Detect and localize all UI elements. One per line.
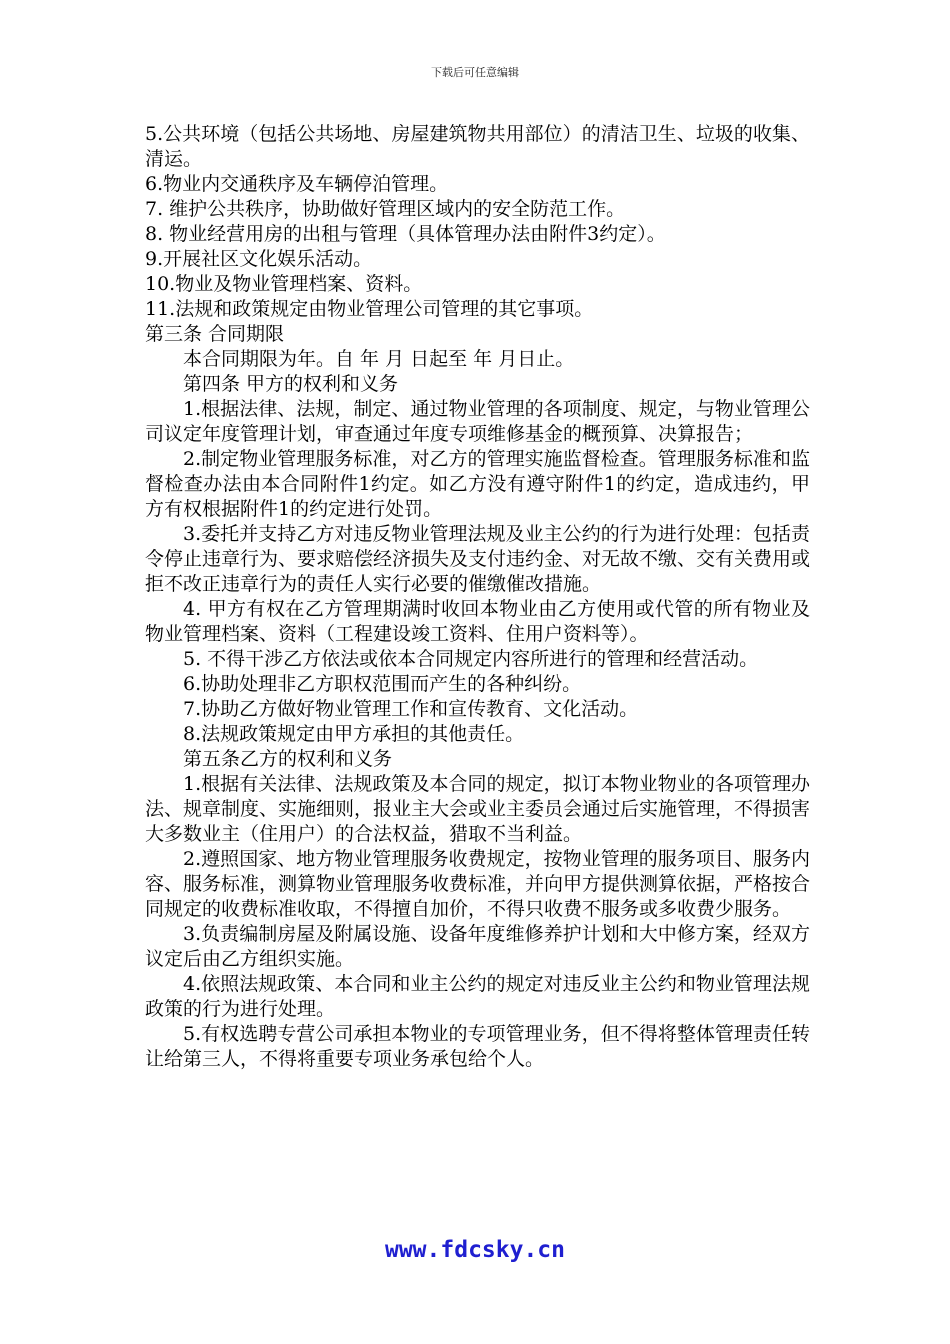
- paragraph: 11.法规和政策规定由物业管理公司管理的其它事项。: [145, 298, 594, 320]
- paragraph: 4.依照法规政策、本合同和业主公约的规定对违反业主公约和物业管理法规政策的行为进行处理。: [145, 973, 810, 1020]
- paragraph: 6.物业内交通秩序及车辆停泊管理。: [145, 173, 449, 195]
- paragraph: 9.开展社区文化娱乐活动。: [145, 248, 373, 270]
- paragraph: 3.委托并支持乙方对违反物业管理法规及业主公约的行为进行处理：包括责令停止违章行为、要求赔偿经济损失及支付违约金、对无故不缴、交有关费用或拒不改正违章行为的责任人实行必要的催缴催改措施。: [145, 523, 811, 595]
- paragraph: 3.负责编制房屋及附属设施、设备年度维修养护计划和大中修方案，经双方议定后由乙方组织实施。: [145, 923, 810, 970]
- paragraph: 5. 不得干涉乙方依法或依本合同规定内容所进行的管理和经营活动。: [183, 648, 759, 670]
- footer-website-link[interactable]: www.fdcsky.cn: [384, 1237, 565, 1263]
- paragraph: 8. 物业经营用房的出租与管理（具体管理办法由附件3约定）。: [145, 223, 666, 245]
- header-note: 下载后可任意编辑: [431, 66, 519, 79]
- document-body: [145, 122, 810, 1072]
- paragraph: 4. 甲方有权在乙方管理期满时收回本物业由乙方使用或代管的所有物业及物业管理档案、资料（工程建设竣工资料、住用户资料等）。: [145, 598, 810, 645]
- section-heading: 第三条 合同期限: [145, 323, 285, 345]
- paragraph: 5.有权选聘专营公司承担本物业的专项管理业务，但不得将整体管理责任转让给第三人，不得将重要专项业务承包给个人。: [145, 1023, 810, 1070]
- paragraph: 7. 维护公共秩序，协助做好管理区域内的安全防范工作。: [145, 198, 626, 220]
- paragraph: 10.物业及物业管理档案、资料。: [145, 273, 423, 295]
- paragraph: 2.遵照国家、地方物业管理服务收费规定，按物业管理的服务项目、服务内容、服务标准，测算物业管理服务收费标准，并向甲方提供测算依据，严格按合同规定的收费标准收取，不得擅自加价，不得只收费不服务或多收费少服务。: [145, 848, 811, 920]
- paragraph: 5.公共环境（包括公共场地、房屋建筑物共用部位）的清洁卫生、垃圾的收集、清运。: [145, 123, 810, 170]
- section-heading: 第四条 甲方的权利和义务: [183, 373, 399, 395]
- paragraph: 7.协助乙方做好物业管理工作和宣传教育、文化活动。: [183, 698, 639, 720]
- paragraph: 1.根据法律、法规，制定、通过物业管理的各项制度、规定，与物业管理公司议定年度管理计划，审查通过年度专项维修基金的概预算、决算报告；: [145, 398, 810, 445]
- paragraph: 本合同期限为年。自 年 月 日起至 年 月日止。: [183, 348, 575, 370]
- paragraph: 2.制定物业管理服务标准，对乙方的管理实施监督检查。管理服务标准和监督检查办法由本合同附件1约定。如乙方没有遵守附件1的约定，造成违约，甲方有权根据附件1的约定进行处罚。: [145, 448, 810, 520]
- section-heading: 第五条乙方的权利和义务: [183, 748, 393, 770]
- paragraph: 6.协助处理非乙方职权范围而产生的各种纠纷。: [183, 673, 582, 695]
- paragraph: 1.根据有关法律、法规政策及本合同的规定，拟订本物业物业的各项管理办法、规章制度、实施细则，报业主大会或业主委员会通过后实施管理，不得损害大多数业主（住用户）的合法权益，猎取不当利益。: [145, 773, 811, 845]
- paragraph: 8.法规政策规定由甲方承担的其他责任。: [183, 723, 525, 745]
